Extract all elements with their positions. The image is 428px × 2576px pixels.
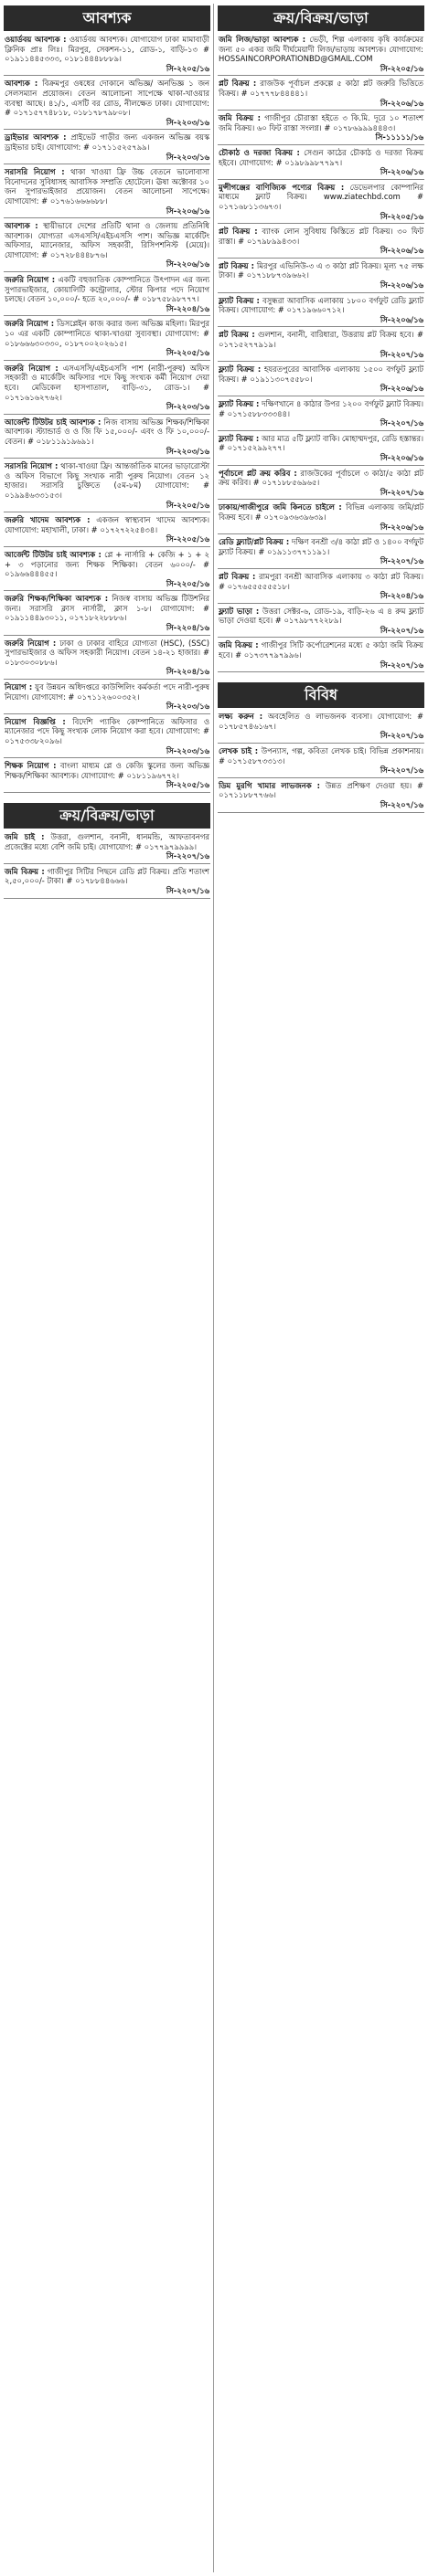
classified-ad [218,434,424,463]
classified-ad [4,594,210,632]
left-ad-list-1 [4,35,210,793]
ad-code: সি-২২০৫/১৬ [380,211,423,221]
ad-body: থাকা-খাওয়া ফ্রি। আন্তর্জাতিক মানের ভাড়ারোস্টা ও অফিস বিভাগে কিছু সংখ্যক নারী পুরুষ নিয়োগ। বেতন ১২ হাজার। সরাসরি চুক্তিতে (৫ম-৮ম) যোগাযোগ: # ০১৯৯৪৬৩৩১৫৩। [5,461,209,500]
ad-code: সি-২২০৪/১৬ [380,591,423,601]
classified-ad [218,227,424,256]
ad-body: গাজীপুর সিটির পিছনে রেডি প্লট বিক্রয়। প্রতি শতাংশ ২,৫০,০০০/- টাকা। # ০১৭৮৮৪৪৬৬৬। [5,866,209,886]
ad-separator [4,679,210,680]
ad-separator [218,110,424,111]
ad-code: সি-২২০৫/১৬ [166,534,209,544]
ad-code: সি-২২০৫/১৬ [166,780,209,790]
ad-separator [218,75,424,76]
ad-heading: আবশ্যক : [5,79,38,89]
ad-code: সি-২২০৬/১৬ [380,280,423,290]
classified-ad [218,712,424,741]
ad-separator [218,144,424,145]
ad-body: ঢাকা ও ঢাকার বাহিরে যোগ্যতা (HSC), (SSC) সুপারভাইজার ও অফিস সহকারী নিয়োগ। বেতন ১৪-২১ হাজার। # ০১৮৩০৩০৮৮৬। [5,638,210,667]
ad-separator [4,458,210,459]
ad-heading: জমি বিক্রয় : [219,113,261,123]
ad-body: দক্ষিণ বনশ্রী ৩/৪ কাঠা প্লট ও ১৪০০ বর্গফুট ফ্ল্যাট বিক্রয়। # ০১৯১১৩৭৭১১৯১। [219,537,423,556]
ad-body: একটি বহুজাতিক কোম্পানিতে উৎপাদন এর জন্য সুপারভাইজার, কোয়ালিটি কন্ট্রোলার, স্টোর কিপার পদে নিয়োগ চলছে। বেতন ১০,০০০/- হতে ২০,০০০/- # ০১৮৭৫৮৯৮৭৭৭। [5,275,209,304]
ad-code: সি-২২০৭/১৬ [380,660,423,670]
classified-ad [4,275,210,313]
ad-code: সি-২২০৭/১৬ [380,487,423,497]
ad-code: সি-২২০৭/১৬ [380,625,423,635]
classified-ad [218,148,424,177]
ad-body: আর মাত্র ৫টি ফ্ল্যাট বাকি। মোহাম্মদপুর, রেডি হস্তান্তর। # ০১৭১৫২৯৯২৭৭। [219,433,423,453]
ad-heading: রেডি ফ্ল্যাট/প্লট বিক্রয় : [219,537,290,547]
ad-body: মিরপুর এভিনিউ-৩ এ ৩ কাঠা প্লট বিক্রয়। মূল্য ৭৫ লক্ষ টাকা। # ০১৭১৮৮৭৩৯৬৬২। [219,260,423,280]
ad-body: স্থায়ীভাবে দেশের প্রতিটি থানা ও জেলায় প্রতিনিধি আবশ্যক। যোগ্যতা এসএসসি/এইচএসসি পাশ। অভিজ্ঞ মার্কেটিং অফিসার, ম্যানেজার, অফিস সহকারী, রিসিপশনিস্ট (মেয়ে)। যোগাযোগ: # ০১৭২৮৪৪৪৮৭৬। [5,221,209,259]
ad-separator [218,743,424,744]
ad-heading: সরাসরি নিয়োগ : [5,461,59,471]
classified-ad [4,832,210,861]
ad-separator [218,223,424,224]
ad-heading: প্লট বিক্রয় : [219,79,257,89]
ad-body: হযরতপুরের আবাসিক এলাকায় ১৫০০ বর্গফুট ফ্ল্যাট বিক্রয়। # ০১৯১১৩০৭৫৫৮০। [219,364,423,384]
ad-heading: আর্জেন্ট টিউটর চাই আবশ্যক : [5,417,102,427]
ad-code: সি-২২০৩/১৬ [166,152,209,162]
ad-separator [218,465,424,466]
ad-heading: লেখক চাই : [219,746,259,756]
classified-ad [4,79,210,127]
right-column [218,4,424,816]
ad-heading: আর্জেন্ট টিউটর চাই আবশ্যক : [5,549,102,559]
ad-heading: নিয়োগ : [5,682,33,692]
ad-heading: জমি বিক্রয় : [219,640,259,650]
ad-heading: প্লট বিক্রয় : [219,571,256,581]
ad-heading: জরুরি শিক্ষক/শিক্ষিকা আবশ্যক : [5,594,109,604]
ad-body: প্লে + নার্সারি + কেজি + ১ + ২ + ৩ পড়ানোর জন্য শিক্ষক শিক্ষিকা। বেতন ৬০০০/- # ০১৯৬৬৪৪৪৫৫। [5,549,210,579]
ad-separator [4,898,210,899]
classified-ad [218,469,424,498]
classified-ad [4,221,210,269]
ad-heading: ফ্ল্যাট বিক্রয় : [219,433,260,443]
ad-code: সি-২২০৫/১৬ [380,63,423,73]
ad-body: এসএসসি/এইচএসসি পাশ (নারী-পুরুষ) অফিস সহকারী ও মার্কেটিং অফিসার পদে কিছু সংখ্যক কর্মী নিয়োগ দেয়া হবে। মেডিকেল হাসপাতাল, বাড়ি-৩১, রোড-১। # ০১৭১৬১৬২৭৬২। [5,363,209,402]
ad-code: সি-২২০৬/১৬ [166,206,209,216]
classified-ad [218,537,424,566]
ad-separator [218,812,424,813]
ad-heading: জমি লিজ/ভাড়া আবশ্যক : [219,35,306,44]
ad-code: সি-২২০৬/১৬ [380,167,423,177]
ad-code: সি-২২০৭/১৬ [380,349,423,359]
ad-code: সি-২২০৬/১৬ [380,98,423,108]
classified-ad [218,399,424,428]
ad-code: সি-২২০৫/১৬ [166,578,209,588]
ad-body: গাজীপুর সিটি কর্পোরেশনের মধ্যে ৫ কাঠা জমি বিক্রয় হবে। # ০১৭৩৭৭৯৭৯৯৬। [219,640,423,660]
ad-code: সি-২২০৩/১৬ [166,402,209,412]
ad-separator [218,179,424,180]
ad-separator [218,361,424,362]
ad-code: সি-২২০৪/১৬ [166,623,209,633]
classified-ad [218,330,424,359]
ad-heading: পূর্বাচলে প্লট ক্রয় করিব : [219,468,297,478]
ad-body: ভেড়ী, শিল্প এলাকায় কৃষি কার্যক্রমের জন্য ৫০ একর জমি দীর্ঘমেয়াদী লিজ/ভাড়ায় আবশ্যক। যোগাযোগ: HOSSAINCORPORATIONBD@GMAIL.COM [219,35,423,64]
ad-separator [218,603,424,604]
ad-heading: ঢাকায়/গাজীপুরে জমি কিনতে চাইলে : [219,502,342,512]
right-ad-list-1 [218,35,424,672]
ad-body: ওয়ার্ডবয় আবশ্যক। যোগাযোগ ঢাকা মামাবাড়ী ক্লিনিক প্রাঃ লিঃ। মিরপুর, সেকশন-১১, রোড-১, বাড়ি-১৩ # ০১৯১১৪৪৫৩৩৩, ০১৮১৪৪৪৮৮৮৯। [5,35,210,64]
ad-heading: জরুরি নিয়োগ : [5,638,57,648]
ad-code: সি-২২০৫/১৬ [166,63,209,73]
ad-separator [218,533,424,534]
ad-code: সি-২২০৭/১৬ [380,800,423,809]
ad-heading: লক্ষ্য করুন : [219,712,263,722]
ad-body: ব্যাংক লোন সুবিধায় কিস্তিতে প্লট বিক্রয়। ৩০ ফিট রাস্তা। # ০১৭৯৮৯৯৪৩৩। [219,227,423,246]
ad-body: প্রাইভেট গাড়ীর জন্য একজন অভিজ্ঞ বয়স্ক ড্রাইভার চাই। যোগাযোগ: # ০১৭১১৫২৫৭৯৯। [5,132,209,152]
classified-ad [4,319,210,357]
ad-body: গাজীপুর চৌরাস্তা হইতে ৩ কি.মি. দূরে ১০ শতাংশ জমি বিক্রয়। ৬০ ফিট রাস্তা সংলগ্ন। # ০১৭৮৬৯৯৯৪৪৪৩। [219,113,423,132]
classified-ad [4,550,210,588]
classified-ad [4,417,210,456]
ad-code: সি-২২০৭/১৬ [380,765,423,776]
classified-ad [218,781,424,810]
ad-body: উপন্যাস, গল্প, কবিতা লেখক চাই। বিভিন্ন প্রকাশনায়। # ০১৭১৫৮৭৩৩১৩। [219,746,423,765]
column-divider [213,4,214,2572]
classified-ad [218,296,424,325]
ad-code: সি-২২০৬/১৬ [380,384,423,394]
ad-body: রামপুরা বনশ্রী আবাসিক এলাকায় ৩ কাঠা প্লট বিক্রয়। # ০১৭৬৫৫৫৫৫৫১৮। [219,571,423,591]
ad-separator [4,129,210,130]
classified-ad [4,167,210,216]
ad-body: যুব উন্নয়ন অধিদপ্তরে কাউন্সিলিং কর্মকর্তা পদে নারী-পুরুষ নিয়োগ। যোগাযোগ: # ০১৭১১২৬০০৩৫২। [5,682,209,702]
left-column [4,4,210,902]
ad-separator [4,360,210,361]
ad-code: সি-২২০৩/১৬ [166,117,209,127]
classified-ad [218,113,424,143]
classified-ad [218,607,424,636]
ad-body: বিভিন্ন এলাকায় জমি/প্লট বিক্রয় হবে। # ০১৭০৯৩৬৩৯৬৩৯। [219,502,424,522]
ad-separator [218,671,424,672]
ad-body: রাজউক পূর্বাচল প্রকল্পে ৫ কাঠা প্লট জরুরি ভিত্তিতে বিক্রয়। # ০১৭৭৭৮৪৪৪৪১। [219,79,423,98]
ad-heading: আবশ্যক : [5,221,38,231]
ad-body: উত্তরা সেক্টর-৬, রোড-১৯, বাড়ি-২৬ এ ৪ রুম ফ্ল্যাট ভাড়া দেওয়া হবে। # ০১৭৯৮৭৭২২৮৯। [219,606,423,626]
ad-separator [4,315,210,316]
ad-separator [4,546,210,547]
ad-heading: জরুরি নিয়োগ : [5,363,59,373]
ad-body: বিক্রমপুর ওষধের দোকানে অভিজ্ঞ/ অনভিজ্ঞ ১ জন সেলসম্যান প্রয়োজন। বেতন আলোচনা সাপেক্ষে থাকা-খাওয়ার ব্যবস্থা আছে। ৪১/১, এসটি বর রোড, নীলক্ষেত ঢাকা। যোগাযোগ: # ০১৭১৫৭৭৪৮১৮, ০১৮১৭৮৭৯৮০৮। [5,79,209,118]
ad-heading: জরুরি খাদেম আবশ্যক : [5,515,91,525]
ad-code: সি-২২০৩/১৬ [166,446,209,456]
ad-code: সি-১১১১১/১৬ [375,132,423,143]
ad-code: সি-২২০৬/১৬ [166,259,209,269]
ad-body: বসুন্ধরা আবাসিক এলাকায় ১৮০০ বর্গফুট রেডি ফ্ল্যাট বিক্রয়। যোগাযোগ: # ০১৭১৯৬৬০৭১২। [219,295,423,315]
ad-separator [4,863,210,864]
ad-separator [218,499,424,500]
ad-code: সি-২২০৭/১৬ [380,418,423,428]
ad-heading: নিয়োগ বিজ্ঞপ্তি : [5,716,66,726]
ad-body: দক্ষিণখানে ৪ কাঠার উপর ১২০০ বর্গফুট ফ্ল্যাট বিক্রয়। # ০১৭১৫৮৮৩৩৩৪৪। [219,399,423,418]
ad-heading: জমি বিক্রয় : [5,866,45,876]
classified-ad [218,502,424,532]
ad-code: সি-২২০৫/১৬ [166,348,209,358]
ad-heading: ওয়ার্ডবয় আবশ্যক : [5,35,67,44]
ad-body: বিদেশি প্যাকিং কোম্পানিতে অফিসার ও ম্যানেজার পদে কিছু সংখ্যক লোক নিয়োগ করা হবে। যোগাযোগ: # ০১৭৫৩৩৮২০৯৬। [5,716,209,745]
ad-separator [218,568,424,569]
ad-body: ডিসপ্লেইন কাজ করার জন্য অভিজ্ঞ মহিলা। মিরপুর ১০ এর একটি কোম্পানিতে থাকা-খাওয়া সুব্যবস্থা। যোগাযোগ: # ০১৮৬৬৬৩০৩৩০, ০১৮৭০০২০২৬১৫। [5,319,210,348]
ad-heading: জরুরি নিয়োগ : [5,319,55,329]
ad-code: সি-২২০৭/১৬ [380,731,423,741]
section-header-buy-sell-rent: ক্রয়/বিক্রয়/ভাড়া [218,5,424,31]
ad-code: সি-২২০৬/১৬ [380,314,423,324]
ad-body: উন্নত প্রশিক্ষণ দেওয়া হয়। # ০১৭১১৮৮৭৭৬৬। [219,780,423,800]
ad-code: সি-২২০৩/১৬ [166,702,209,712]
classified-ad [218,35,424,73]
ad-heading: ফ্ল্যাট ভাড়া : [219,606,260,616]
classified-ad [4,761,210,790]
classified-ad [218,572,424,601]
classified-ad [4,364,210,412]
ad-separator [218,292,424,293]
classified-ad [4,867,210,896]
ad-body: একজন স্বাস্থ্যবান খাদেম আবশ্যক। যোগাযোগ: মহাখালী, ঢাকা। # ০১৭২৭২২৫৪৩৪। [5,515,209,534]
ad-code: সি-২২০৬/১৬ [380,522,423,532]
ad-separator [4,217,210,218]
classified-ad [218,183,424,221]
ad-heading: ফ্ল্যাট বিক্রয় : [219,295,260,305]
right-ad-list-2 [218,712,424,812]
ad-separator [218,326,424,327]
ad-heading: শিক্ষক নিয়োগ : [5,761,57,771]
classified-ad [4,461,210,510]
ad-code: সি-২২০৩/১৬ [166,745,209,755]
ad-body: উত্তরা, গুলশান, বনানী, ধানমন্ডি, আফতাবনগর প্রজেক্টের মধ্যে বেশি জমি চাই। যোগাযোগ: # ০১৭৭৯৭৯৯৯৯। [5,831,209,851]
ad-code: সি-২২০৫/১৬ [166,500,209,510]
ad-separator [218,430,424,431]
ad-body: নিজস্ব বাসায় অভিজ্ঞ টিউশনির জন্য। সরাসরি ক্লাস নার্সারী, ক্লাস ১-৮। যোগাযোগ: # ০১৯১১৪৪৯৩০১১, ০১৭১৮২২৮৮৮৬। [5,594,209,623]
section-header-miscellaneous: বিবিধ [218,682,424,708]
classified-ad [4,515,210,544]
ad-heading: জরুরি নিয়োগ : [5,275,56,285]
ad-heading: সরাসরি নিয়োগ : [5,167,65,177]
ad-separator [4,635,210,636]
classified-ad [4,682,210,712]
ad-body: ডেভেলপার কোম্পানির মাধ্যমে ফ্ল্যাট বিক্রয়। www.ziatechbd.com # ০১৭১৬৮১১৩৬৭৩। [219,182,423,211]
ad-body: থাকা খাওয়া ফ্রি উচ্চ বেতনে ভালোবাসা বিনোদনের সুবিধাসহ আবাসিক সম্প্রতি হোটেলে। ঊষা অক্টোবর ১০ জন সুপারভাইজার প্রয়োজন। বেতন আলোচনা সাপেক্ষে। যোগাযোগ: # ০১৭৬১৬৬৬৬৮৮। [5,167,209,206]
ad-heading: ড্রাইভার আবশ্যক : [5,132,67,143]
ad-separator [4,271,210,272]
classified-ad [218,261,424,290]
ad-code: সি-২২০৬/১৬ [380,246,423,256]
classified-ad [4,132,210,162]
ad-separator [4,757,210,758]
ad-body: নিজ বাসায় অভিজ্ঞ শিক্ষক/শিক্ষিকা আবশ্যক। স্ট্যান্ডার্ড ও ও জি ফি ১৫,০০০/- এবং ও ফি ১০,০০০/- বেতন। # ০১৮১১৯১৯৬৯১। [5,417,209,446]
ad-heading: প্লট বিক্রয় : [219,260,254,270]
ad-body: সেগুন কাঠের চৌকাঠ ও দরজা বিক্রয় হইবে। যোগাযোগ: # ০১৯৮৯৯৮৭৭৯৭। [219,147,423,167]
classified-ad [218,746,424,776]
ad-heading: ফ্ল্যাট বিক্রয় : [219,364,262,375]
ad-separator [4,590,210,591]
ad-separator [218,637,424,638]
ad-code: সি-২২০৭/১৬ [166,851,209,861]
ad-heading: ডিম মুরগি খামার লাভজনক : [219,780,321,790]
ad-code: সি-২২০৭/১৬ [166,885,209,895]
classified-ad [218,640,424,670]
left-ad-list-2 [4,832,210,899]
section-header-buy-sell-rent-left: ক্রয়/বিক্রয়/ভাড়া [4,803,210,829]
classified-ad [4,639,210,677]
ad-heading: ফ্ল্যাট বিক্রয় : [219,399,260,408]
classified-ad [4,717,210,755]
ad-body: গুলশান, বনানী, বারিধারা, উত্তরায় প্লট বিক্রয় হবে। # ০১৭১৫২৭৭৯১৯। [219,330,423,350]
ad-code: সি-২২০৪/১৬ [166,303,209,313]
ad-separator [4,414,210,415]
ad-separator [218,777,424,778]
ad-code: সি-২২০৬/১৬ [380,452,423,462]
ad-body: রাজউকের পূর্বাচলে ৩ কাঠা/৫ কাঠা প্লট ক্রয় করিব। # ০১৭১৮৮৫৬৯৬৫। [219,468,423,488]
ad-heading: চৌকাঠ ও দরজা বিক্রয় : [219,147,300,157]
ad-heading: প্লট বিক্রয় : [219,227,258,237]
ad-body: বাংলা মাধ্যম প্লে ও কেজি স্কুলের জন্য অভিজ্ঞ শিক্ষক/শিক্ষিকা আবশ্যক। যোগাযোগ: # ০১৮১১৯৬৭৭২। [5,761,209,780]
ad-body: অবহেলিত ও লাভজনক ব্যবসা। যোগাযোগ: # ০১৭৮৫৭৪৬১৬৭। [219,712,424,731]
ad-heading: প্লট বিক্রয় : [219,330,255,340]
ad-code: সি-২২০৭/১৬ [380,556,423,566]
classified-ad [4,35,210,73]
ad-heading: জমি চাই : [5,831,45,841]
ad-separator [4,713,210,714]
ad-separator [4,75,210,76]
ad-separator [4,792,210,793]
section-header-wanted: আবশ্যক [4,5,210,31]
ad-heading: মুন্সীগঞ্জের বাণিজ্যিক পণ্যের বিক্রয় : [219,182,345,192]
classified-ad [218,364,424,394]
ad-code: সি-২২০৪/১৬ [166,667,209,677]
classified-ad [218,79,424,108]
ad-separator [218,258,424,259]
